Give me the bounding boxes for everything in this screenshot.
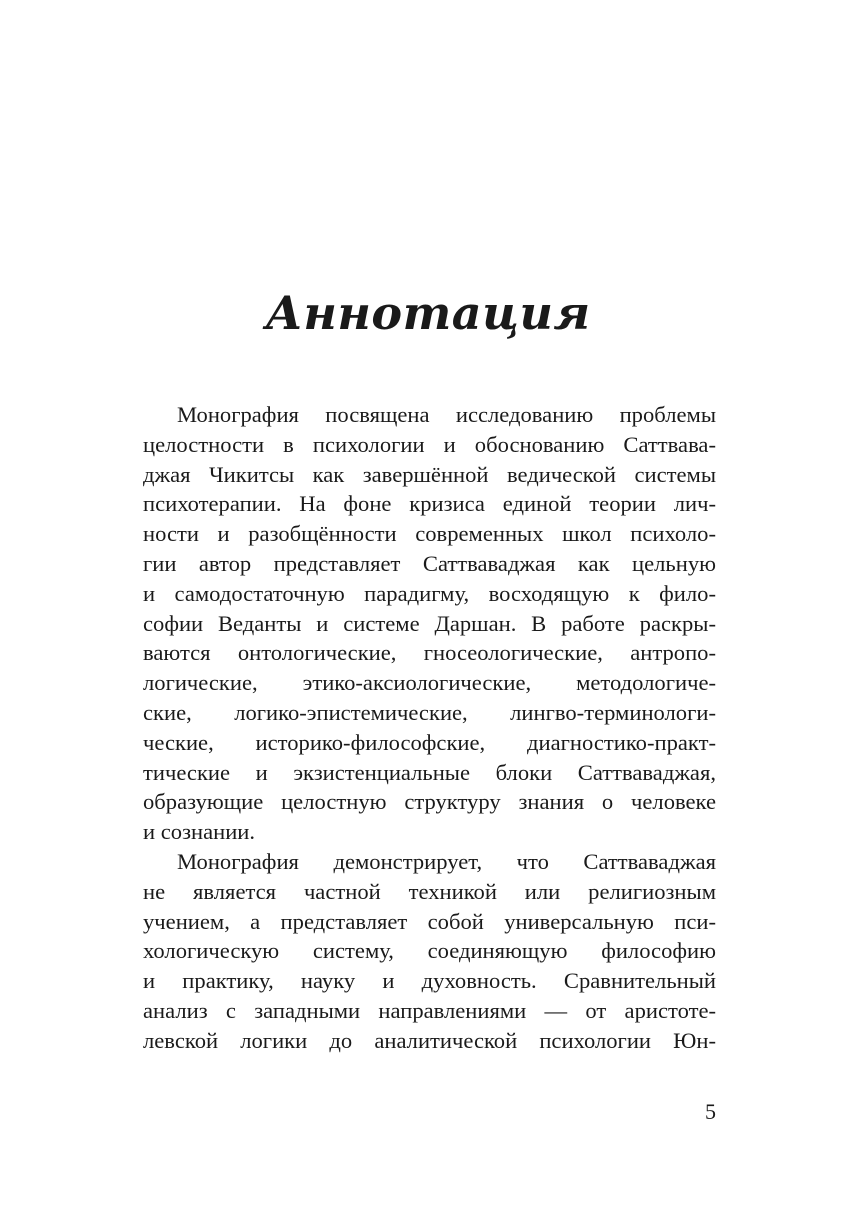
text-line: ваются онтологические, гносеологические, антропо- (143, 640, 716, 666)
text-line: левской логики до аналитической психологии Юн- (143, 1027, 716, 1053)
text-line: джая Чикитсы как завершённой ведической системы (143, 461, 716, 487)
text-line: ские, логико-эпистемические, лингво-терминологи- (143, 699, 716, 725)
text-line: и сознании. (143, 819, 256, 845)
text-line: ческие, историко-философские, диагностико-практ- (143, 729, 716, 755)
text-line: софии Веданты и системе Даршан. В работе раскры- (143, 610, 716, 636)
text-line: психотерапии. На фоне кризиса единой теории лич- (143, 491, 716, 517)
text-line: и самодостаточную парадигму, восходящую к фило- (143, 580, 716, 606)
text-line: анализ с западными направлениями — от аристоте- (143, 997, 716, 1023)
text-line: учением, а представляет собой универсальную пси- (143, 908, 716, 934)
text-line: не является частной техникой или религиозным (143, 878, 716, 904)
text-line: логические, этико-аксиологические, методологиче- (143, 670, 716, 696)
text-line: целостности в психологии и обоснованию Саттвава- (143, 431, 716, 457)
text-line: образующие целостную структуру знания о человеке (143, 789, 716, 815)
text-line: ности и разобщённости современных школ психоло- (143, 521, 716, 547)
text-line: хологическую систему, соединяющую философию (143, 938, 716, 964)
paragraph-1 (143, 400, 716, 847)
text-line: гии автор представляет Саттваваджая как цельную (143, 550, 716, 576)
text-line: Монография демонстрирует, что Саттваваджая (177, 848, 716, 874)
paragraph-2 (143, 847, 716, 1056)
text-line: Монография посвящена исследованию проблемы (177, 402, 716, 427)
text-line: и практику, науку и духовность. Сравнительный (143, 968, 716, 994)
annotation-body (143, 400, 716, 1056)
page-title: Аннотация (265, 285, 591, 340)
page-number: 5 (705, 1099, 716, 1124)
text-line: тические и экзистенциальные блоки Саттваваджая, (143, 759, 716, 785)
